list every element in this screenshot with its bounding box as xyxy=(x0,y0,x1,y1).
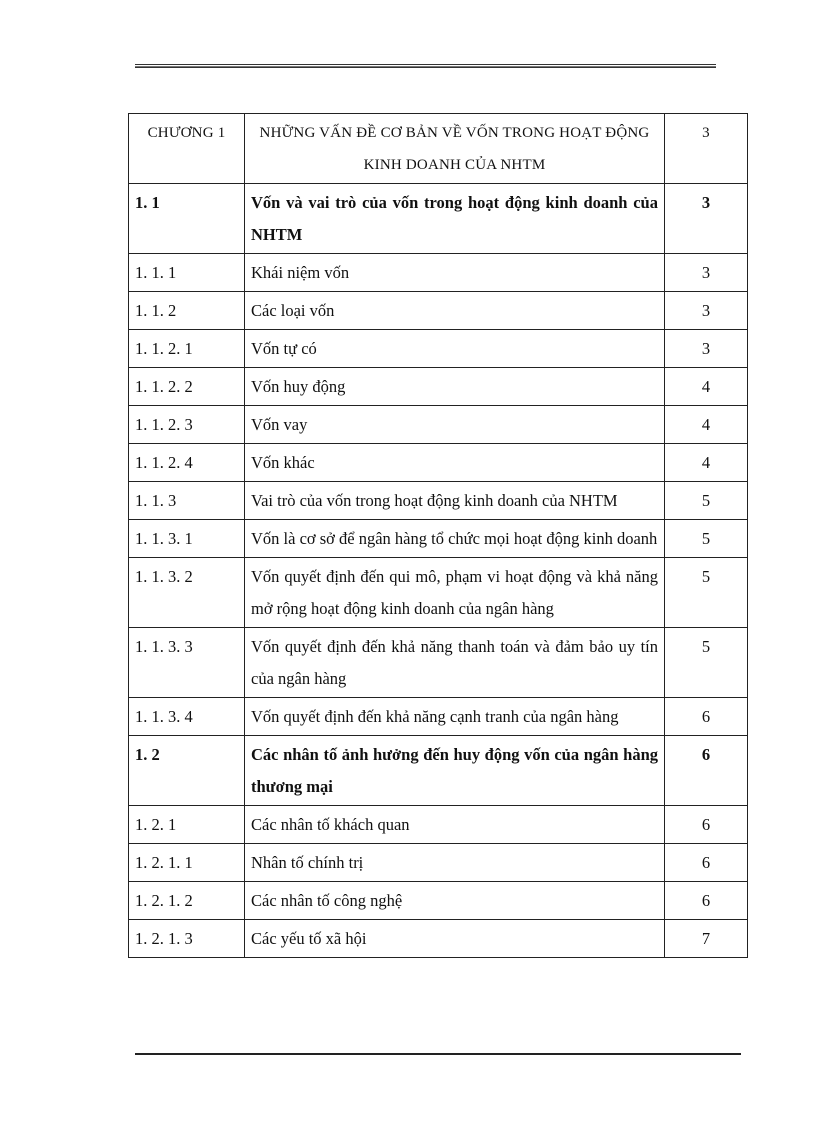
header-double-rule xyxy=(135,64,716,68)
section-number: 1. 1. 3. 4 xyxy=(129,698,245,736)
section-number: CHƯƠNG 1 xyxy=(129,114,245,184)
section-number: 1. 1. 3. 1 xyxy=(129,520,245,558)
toc-row xyxy=(129,628,748,698)
section-title: Vai trò của vốn trong hoạt động kinh doanh của NHTM xyxy=(245,482,665,520)
toc-row xyxy=(129,844,748,882)
section-title: Vốn huy động xyxy=(245,368,665,406)
page-number: 3 xyxy=(665,254,748,292)
page-number: 3 xyxy=(665,114,748,184)
section-title: NHỮNG VẤN ĐỀ CƠ BẢN VỀ VỐN TRONG HOẠT ĐỘNG KINH DOANH CỦA NHTM xyxy=(245,114,665,184)
toc-row xyxy=(129,444,748,482)
table-of-contents xyxy=(128,113,748,958)
toc-row xyxy=(129,406,748,444)
section-title: Vốn là cơ sở để ngân hàng tổ chức mọi hoạt động kinh doanh xyxy=(245,520,665,558)
toc-row xyxy=(129,254,748,292)
section-number: 1. 2. 1 xyxy=(129,806,245,844)
page-number: 6 xyxy=(665,698,748,736)
section-number: 1. 1. 2 xyxy=(129,292,245,330)
toc-row xyxy=(129,520,748,558)
toc-row xyxy=(129,882,748,920)
section-number: 1. 1 xyxy=(129,184,245,254)
section-title: Khái niệm vốn xyxy=(245,254,665,292)
section-title: Các nhân tố khách quan xyxy=(245,806,665,844)
section-title: Vốn quyết định đến qui mô, phạm vi hoạt động và khả năng mở rộng hoạt động kinh doanh của ngân hàng xyxy=(245,558,665,628)
page-number: 6 xyxy=(665,736,748,806)
toc-row xyxy=(129,330,748,368)
section-number: 1. 1. 3. 3 xyxy=(129,628,245,698)
section-number: 1. 1. 1 xyxy=(129,254,245,292)
page-number: 5 xyxy=(665,520,748,558)
section-number: 1. 1. 2. 3 xyxy=(129,406,245,444)
section-number: 1. 1. 3. 2 xyxy=(129,558,245,628)
page-number: 3 xyxy=(665,292,748,330)
section-title: Vốn tự có xyxy=(245,330,665,368)
section-title: Các yếu tố xã hội xyxy=(245,920,665,958)
section-title: Vốn quyết định đến khả năng thanh toán và đảm bảo uy tín của ngân hàng xyxy=(245,628,665,698)
section-title: Các nhân tố công nghệ xyxy=(245,882,665,920)
section-number: 1. 2. 1. 2 xyxy=(129,882,245,920)
page-number: 5 xyxy=(665,558,748,628)
toc-row xyxy=(129,114,748,184)
page-number: 4 xyxy=(665,444,748,482)
toc-row xyxy=(129,736,748,806)
toc-row xyxy=(129,698,748,736)
section-number: 1. 1. 2. 1 xyxy=(129,330,245,368)
section-title: Vốn quyết định đến khả năng cạnh tranh của ngân hàng xyxy=(245,698,665,736)
page-number: 3 xyxy=(665,330,748,368)
page-number: 5 xyxy=(665,628,748,698)
section-number: 1. 2. 1. 1 xyxy=(129,844,245,882)
toc-row xyxy=(129,482,748,520)
section-title: Nhân tố chính trị xyxy=(245,844,665,882)
toc-row xyxy=(129,806,748,844)
footer-rule xyxy=(135,1053,741,1055)
section-number: 1. 1. 3 xyxy=(129,482,245,520)
page-number: 6 xyxy=(665,806,748,844)
page-number: 7 xyxy=(665,920,748,958)
toc-row xyxy=(129,184,748,254)
section-title: Vốn và vai trò của vốn trong hoạt động kinh doanh của NHTM xyxy=(245,184,665,254)
section-number: 1. 2 xyxy=(129,736,245,806)
toc-row xyxy=(129,558,748,628)
section-number: 1. 1. 2. 4 xyxy=(129,444,245,482)
page-number: 6 xyxy=(665,882,748,920)
toc-row xyxy=(129,920,748,958)
section-title: Các loại vốn xyxy=(245,292,665,330)
page-number: 3 xyxy=(665,184,748,254)
page-number: 4 xyxy=(665,368,748,406)
toc-row xyxy=(129,292,748,330)
section-number: 1. 2. 1. 3 xyxy=(129,920,245,958)
page-number: 6 xyxy=(665,844,748,882)
page-number: 5 xyxy=(665,482,748,520)
section-title: Các nhân tố ảnh hưởng đến huy động vốn của ngân hàng thương mại xyxy=(245,736,665,806)
section-number: 1. 1. 2. 2 xyxy=(129,368,245,406)
toc-row xyxy=(129,368,748,406)
section-title: Vốn khác xyxy=(245,444,665,482)
page-number: 4 xyxy=(665,406,748,444)
section-title: Vốn vay xyxy=(245,406,665,444)
